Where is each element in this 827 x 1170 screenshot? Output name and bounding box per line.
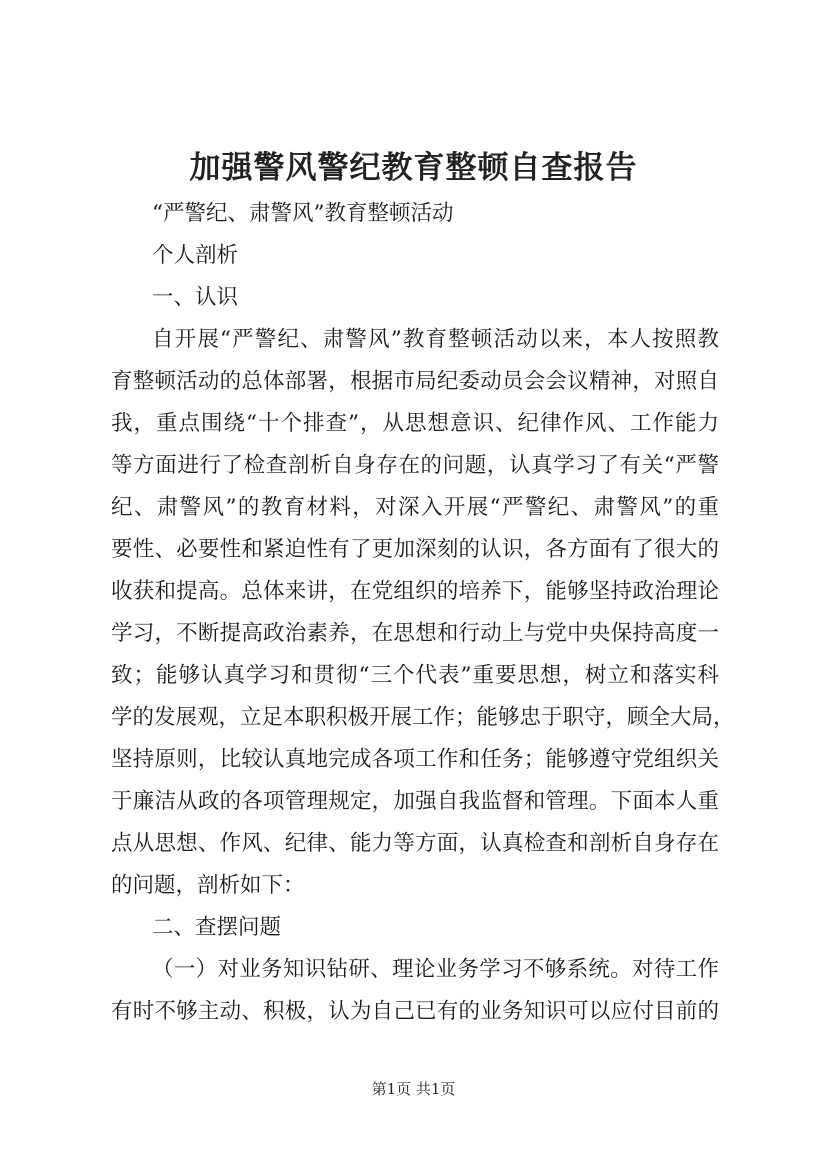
paragraph-line: 有时不够主动、积极，认为自己已有的业务知识可以应付目前的 [111, 999, 719, 1024]
subtitle-personal-analysis: 个人剖析 [152, 243, 239, 268]
paragraph-line: 坚持原则，比较认真地完成各项工作和任务；能够遵守党组织关 [111, 747, 719, 772]
paragraph-line: 收获和提高。总体来讲，在党组织的培养下，能够坚持政治理论 [111, 579, 719, 604]
subtitle: “严警纪、肃警风”教育整顿活动 [152, 201, 454, 226]
paragraph-line: 于廉洁从政的各项管理规定，加强自我监督和管理。下面本人重 [111, 789, 719, 814]
paragraph-line: 学的发展观，立足本职积极开展工作；能够忠于职守，顾全大局， [111, 705, 735, 730]
paragraph-line: 育整顿活动的总体部署，根据市局纪委动员会会议精神，对照自 [111, 369, 719, 394]
section-heading-recognition: 一、认识 [152, 285, 239, 310]
document-title: 加强警风警纪教育整顿自查报告 [189, 150, 638, 186]
paragraph-line: 我，重点围绕“十个排查”，从思想意识、纪律作风、工作能力 [111, 411, 719, 436]
section-heading-problems: 二、查摆问题 [152, 915, 282, 940]
paragraph-line: 等方面进行了检查剖析自身存在的问题，认真学习了有关“严警 [111, 453, 719, 478]
page-footer: 第1页 共1页 [371, 1080, 456, 1098]
paragraph-line: 纪、肃警风”的教育材料，对深入开展“严警纪、肃警风”的重 [111, 495, 719, 520]
paragraph-line: 的问题，剖析如下： [111, 873, 305, 898]
paragraph-line: （一）对业务知识钻研、理论业务学习不够系统。对待工作 [152, 957, 719, 982]
paragraph-line: 点从思想、作风、纪律、能力等方面，认真检查和剖析自身存在 [111, 831, 719, 856]
paragraph-line: 要性、必要性和紧迫性有了更加深刻的认识，各方面有了很大的 [111, 537, 719, 562]
paragraph-line: 学习，不断提高政治素养，在思想和行动上与党中央保持高度一 [111, 621, 719, 646]
paragraph-line: 自开展“严警纪、肃警风”教育整顿活动以来，本人按照教 [152, 327, 719, 352]
paragraph-line: 致；能够认真学习和贯彻“三个代表”重要思想，树立和落实科 [111, 663, 719, 688]
